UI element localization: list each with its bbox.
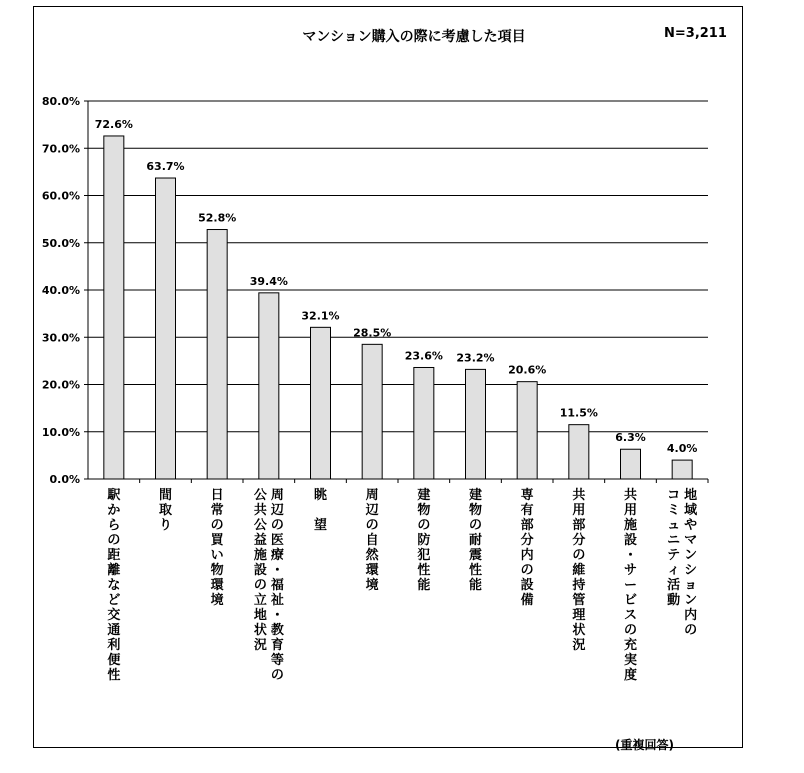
category-label: 間取り	[158, 488, 173, 533]
bar	[672, 460, 692, 479]
bar	[621, 449, 641, 479]
data-label: 23.2%	[456, 351, 495, 365]
bar	[466, 369, 486, 479]
multiple-answer-note: (重複回答)	[615, 738, 674, 752]
y-tick-label: 40.0%	[41, 284, 80, 297]
data-label: 32.1%	[301, 309, 340, 323]
y-tick-label: 70.0%	[41, 142, 80, 156]
bar	[207, 230, 227, 479]
data-label: 52.8%	[198, 211, 237, 225]
y-tick-label: 30.0%	[41, 331, 80, 345]
category-label: 建物の耐震性能	[468, 488, 483, 593]
bar	[414, 367, 434, 479]
category-label: 周辺の医療・福祉・教育等の	[270, 488, 284, 683]
y-tick-label: 0.0%	[49, 473, 80, 486]
category-label: 建物の防犯性能	[417, 488, 431, 593]
category-label: 眺 望	[313, 488, 328, 533]
y-tick-label: 10.0%	[41, 425, 80, 439]
y-tick-label: 50.0%	[41, 236, 80, 250]
category-label: 共用施設・サービスの充実度	[623, 488, 638, 683]
category-label: コミュニティ活動	[667, 488, 681, 608]
category-label: 駅からの距離など交通利便性	[107, 488, 121, 683]
data-label: 20.6%	[508, 363, 547, 377]
bar	[362, 344, 382, 479]
data-label: 4.0%	[666, 442, 698, 456]
data-label: 63.7%	[146, 160, 185, 174]
data-label: 11.5%	[559, 406, 598, 420]
bar	[259, 293, 279, 479]
category-label: 公共公益施設の立地状況	[253, 488, 267, 653]
category-label: 周辺の自然環境	[365, 488, 379, 593]
category-label: 地域やマンション内の	[684, 488, 698, 638]
sample-size-label: N=3,211	[664, 26, 727, 41]
y-tick-label: 20.0%	[41, 378, 80, 392]
data-label: 6.3%	[615, 431, 646, 445]
data-label: 72.6%	[94, 117, 133, 131]
bar	[517, 382, 537, 479]
data-label: 28.5%	[353, 326, 392, 340]
y-tick-label: 80.0%	[41, 95, 80, 108]
category-label: 専有部分内の設備	[520, 488, 534, 608]
chart-title: マンション購入の際に考慮した項目	[302, 29, 526, 45]
data-label: 39.4%	[249, 274, 288, 288]
category-label: 共用部分の維持管理状況	[572, 488, 586, 653]
y-tick-label: 60.0%	[41, 189, 80, 203]
bar	[156, 178, 176, 479]
category-label: 日常の買い物環境	[210, 488, 224, 608]
bar	[311, 327, 331, 479]
bar	[569, 425, 589, 479]
data-label: 23.6%	[404, 349, 443, 363]
bar	[104, 136, 124, 479]
